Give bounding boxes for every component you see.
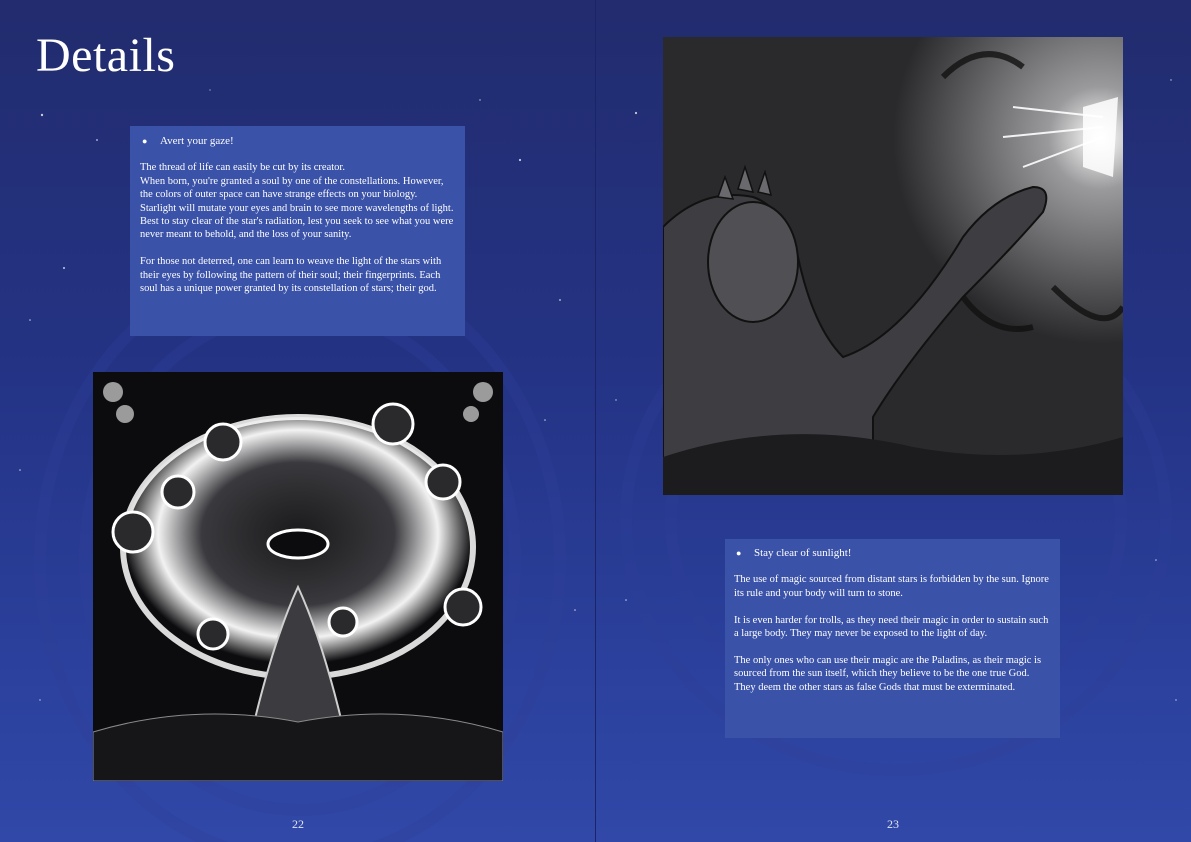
- bullet-icon: ●: [142, 136, 148, 146]
- illustration-starry-eye-portal: [93, 372, 503, 781]
- bullet-text: Stay clear of sunlight!: [754, 547, 852, 559]
- bullet-text: Avert your gaze!: [160, 135, 234, 147]
- bullet-heading: [140, 135, 455, 148]
- illustration-troll-reaching-star: [663, 37, 1123, 495]
- paragraph: For those not deterred, one can learn to weave the light of the stars with their eyes by following the pattern of their soul; their fingerprints. Each soul has a unique power granted by its constellation of stars; their god.: [140, 256, 442, 295]
- bullet-icon: ●: [736, 548, 742, 558]
- paragraph: The only ones who can use their magic are the Paladins, as their magic is sourced from the sun itself, which they believe to be the one true God. They deem the other stars as false Gods that must be exterminated.: [734, 654, 1042, 693]
- right-page: [596, 0, 1191, 842]
- page-number: 22: [292, 817, 304, 831]
- paragraph: The thread of life can easily be cut by its creator. When born, you're granted a soul by one of the constellations. However, the colors of outer space can have strange effects on your biology. Starlight will mutate your eyes and brain to see more wavelengths of light. Best to stay clear of the star's radiation, lest you seek to see what you were never meant to behold, and the loss of your sanity.: [140, 162, 454, 241]
- left-page: [0, 0, 595, 842]
- page-number: 23: [887, 817, 899, 831]
- paragraph: It is even harder for trolls, as they need their magic in order to sustain such a large body. They may never be exposed to the light of day.: [734, 614, 1049, 640]
- bullet-heading: [734, 547, 1050, 560]
- page-title: Details: [36, 29, 176, 82]
- lore-textbox-avert-gaze: [130, 126, 465, 336]
- paragraph: The use of magic sourced from distant stars is forbidden by the sun. Ignore its rule and your body will turn to stone.: [734, 574, 1049, 599]
- lore-textbox-sunlight: [725, 539, 1060, 738]
